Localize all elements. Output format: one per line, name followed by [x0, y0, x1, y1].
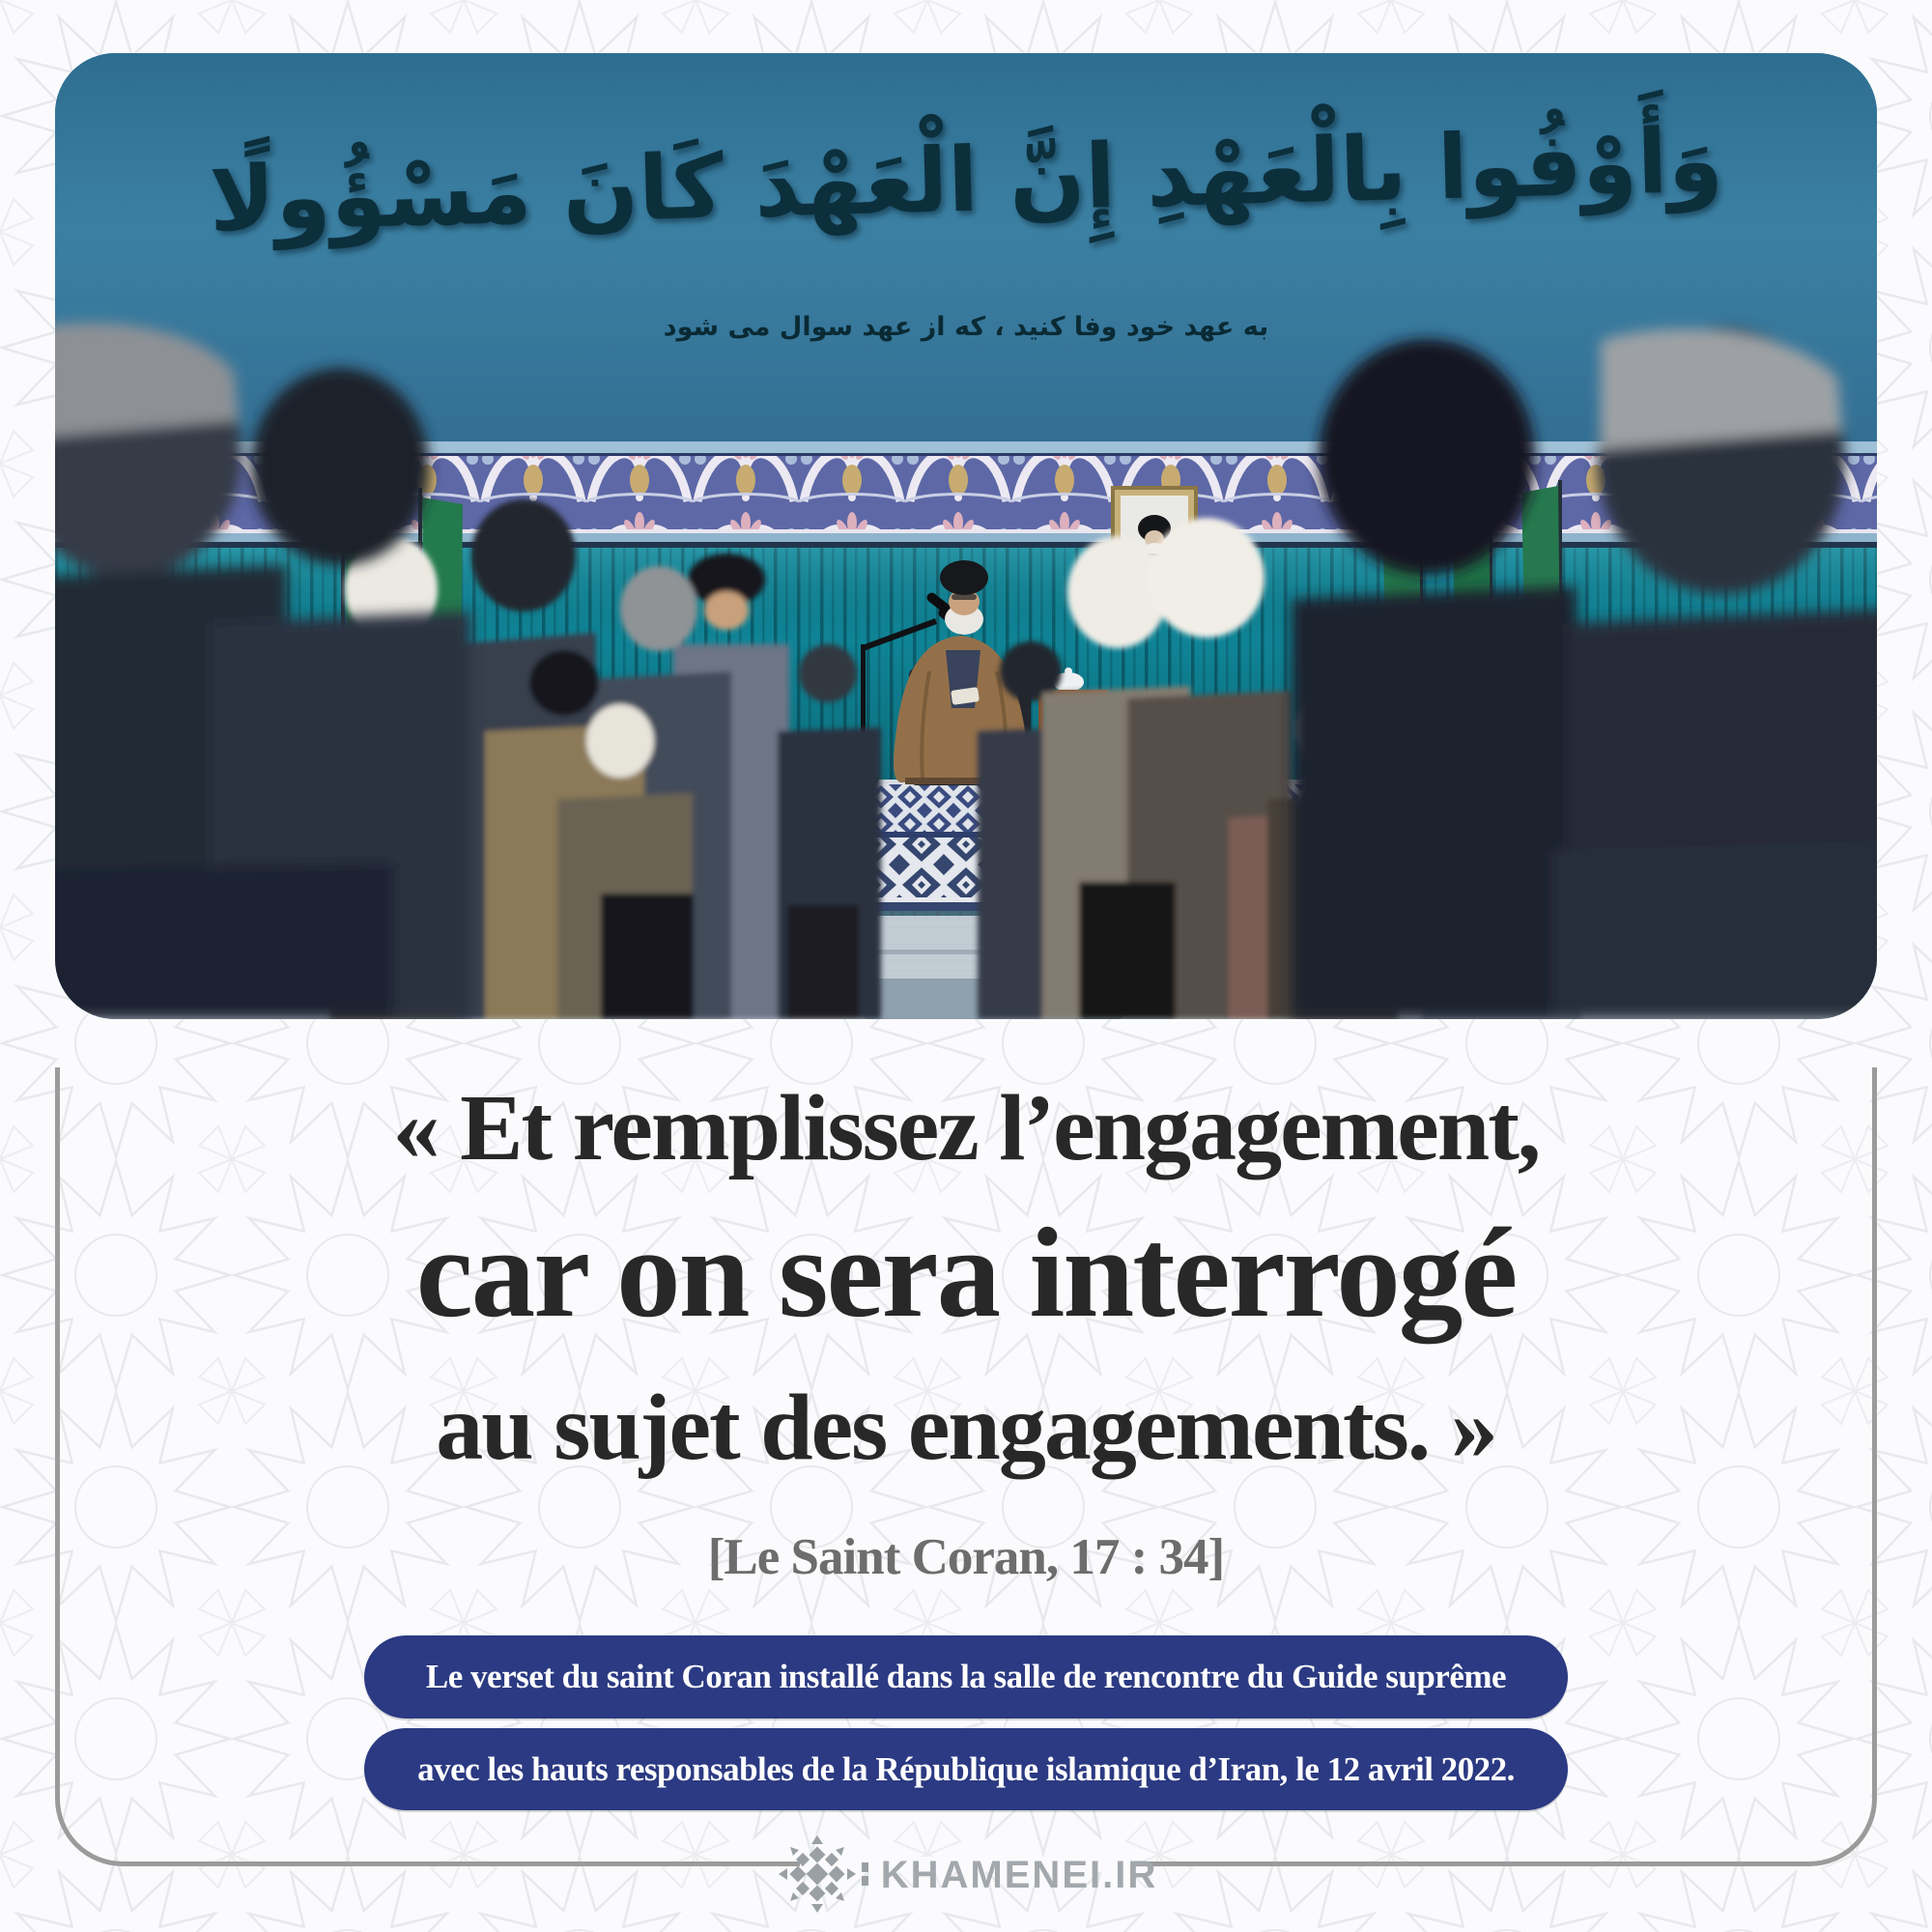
- logo-wordmark: KHAMENEI.IR: [880, 1853, 1158, 1896]
- caption-banner-1: Le verset du saint Coran installé dans la salle de rencontre du Guide suprême: [364, 1635, 1568, 1719]
- meeting-photo: [55, 53, 1877, 1019]
- khamenei-logo-icon: [775, 1832, 875, 1918]
- footer-logo: [0, 1832, 1932, 1918]
- persian-translation-text: به عهد خود وفا کنید ، که از عهد سوال می شود: [663, 312, 1269, 342]
- quote-line-2: car on sera interrogé: [415, 1201, 1517, 1344]
- quote-line-3: au sujet des engagements. »: [436, 1376, 1496, 1480]
- caption-banner-2: avec les hauts responsables de la République islamique d’Iran, le 12 avril 2022.: [364, 1728, 1568, 1810]
- quote-attribution: [Le Saint Coran, 17 : 34]: [707, 1529, 1225, 1585]
- quote-line-1: « Et remplissez l’engagement,: [392, 1076, 1540, 1180]
- arabic-calligraphy-text: وَأَوْفُوا بِالْعَهْدِ إِنَّ الْعَهْدَ كَانَ مَسْؤُولًا: [208, 108, 1724, 252]
